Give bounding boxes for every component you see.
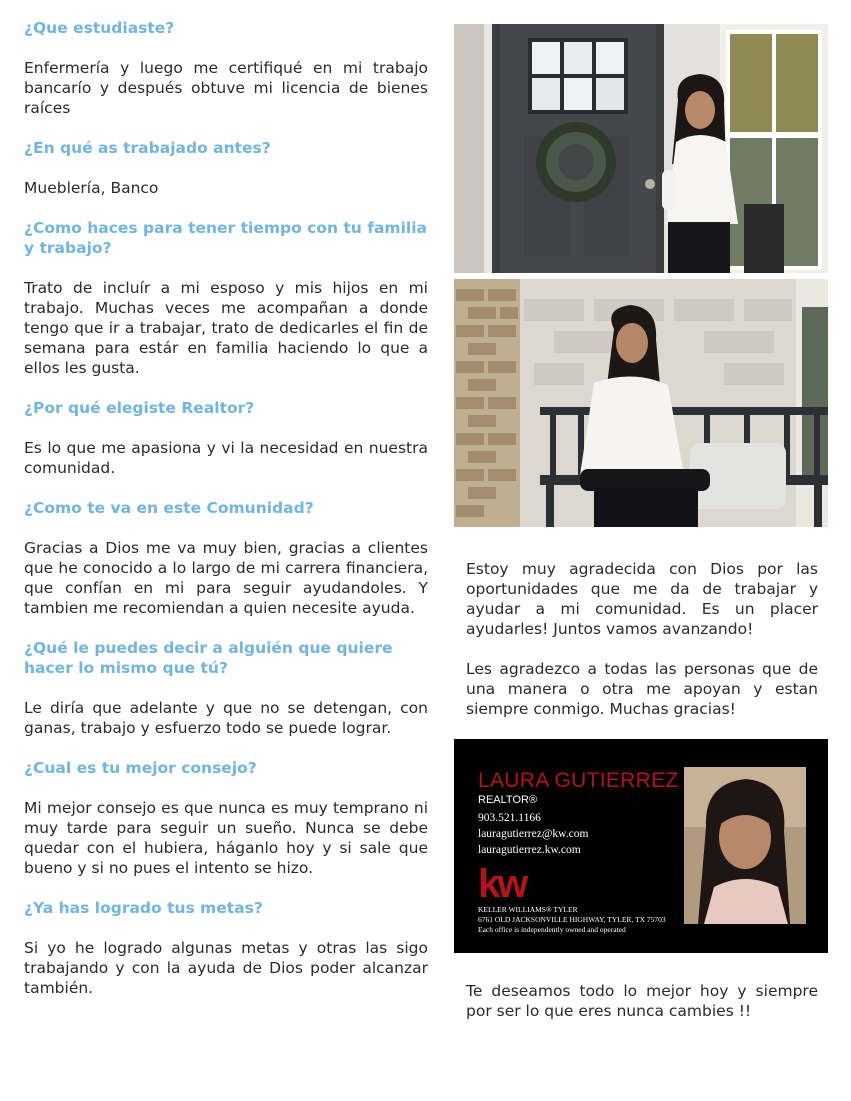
photo-front-door: [454, 24, 828, 273]
question-heading: ¿Cual es tu mejor consejo?: [24, 759, 257, 777]
qa-block: [24, 758, 428, 878]
answer-text: Trato de incluír a mi esposo y mis hijos en mi trabajo. Muchas veces me acompañan a donde tengo que ir a trabajar, trato de dedicarles el fin de semana para estár en familia haciendo lo que a ellos les gusta.: [24, 279, 428, 377]
agent-phone: 903.521.1166: [478, 812, 541, 824]
interview-column: [24, 18, 428, 1018]
question-heading: ¿Qué le puedes decir a alguién que quiere hacer lo mismo que tú?: [24, 639, 393, 677]
qa-block: [24, 498, 428, 618]
portrait-image: [684, 767, 806, 924]
qa-block: [24, 138, 428, 198]
agent-name: LAURA GUTIERREZ: [478, 769, 679, 792]
qa-block: [24, 898, 428, 998]
closing-paragraph: Te deseamos todo lo mejor hoy y siempre por ser lo que eres nunca cambies !!: [466, 982, 818, 1020]
agent-portrait: [684, 767, 806, 924]
company-name: KELLER WILLIAMS® TYLER: [478, 905, 578, 914]
gratitude-paragraph: Estoy muy agradecida con Dios por las oportunidades que me da de trabajar y ayudar a mi comunidad. Es un placer ayudarles! Juntos vamos avanzando!: [466, 560, 818, 638]
qa-block: [24, 398, 428, 478]
thanks-paragraph: Les agradezco a todas las personas que de una manera o otra me apoyan y estan siempre conmigo. Muchas gracias!: [466, 660, 818, 718]
agent-website: lauragutierrez.kw.com: [478, 844, 581, 856]
answer-text: Mueblería, Banco: [24, 179, 159, 197]
agent-email: lauragutierrez@kw.com: [478, 828, 589, 840]
question-heading: ¿Como haces para tener tiempo con tu familia y trabajo?: [24, 219, 427, 257]
closing-text: [466, 981, 818, 1041]
qa-block: [24, 218, 428, 378]
gratitude-text: [466, 559, 818, 739]
question-heading: ¿En qué as trabajado antes?: [24, 139, 271, 157]
photo-bench: [454, 279, 828, 527]
question-heading: ¿Como te va en este Comunidad?: [24, 499, 314, 517]
qa-block: [24, 638, 428, 738]
agent-role: REALTOR®: [478, 794, 538, 806]
business-card: [454, 739, 828, 953]
office-disclaimer: Each office is independently owned and operated: [478, 925, 626, 934]
answer-text: Mi mejor consejo es que nunca es muy temprano ni muy tarde para seguir un sueño. Nunca se debe quedar con el hubiera, háganlo hoy y si sale que bueno y si no pues el intento se hizo.: [24, 799, 428, 877]
kw-logo: kw: [478, 862, 526, 906]
company-address: 6761 OLD JACKSONVILLE HIGHWAY, TYLER, TX 75703: [478, 915, 666, 924]
bench-image: [454, 279, 828, 527]
question-heading: ¿Que estudiaste?: [24, 19, 175, 37]
answer-text: Enfermería y luego me certifiqué en mi trabajo bancarío y después obtuve mi licencia de bienes raíces: [24, 59, 428, 117]
question-heading: ¿Ya has logrado tus metas?: [24, 899, 263, 917]
answer-text: Si yo he logrado algunas metas y otras las sigo trabajando y con la ayuda de Dios poder alcanzar también.: [24, 939, 428, 997]
answer-text: Gracias a Dios me va muy bien, gracias a clientes que he conocido a lo largo de mi carrera financiera, que confían en mi para seguir ayudandoles. Y tambien me recomiendan a quien necesite ayuda.: [24, 539, 428, 617]
answer-text: Le diría que adelante y que no se detengan, con ganas, trabajo y esfuerzo todo se puede lograr.: [24, 699, 428, 737]
qa-block: [24, 18, 428, 118]
answer-text: Es lo que me apasiona y vi la necesidad en nuestra comunidad.: [24, 439, 428, 477]
question-heading: ¿Por qué elegiste Realtor?: [24, 399, 255, 417]
front-door-image: [454, 24, 828, 273]
